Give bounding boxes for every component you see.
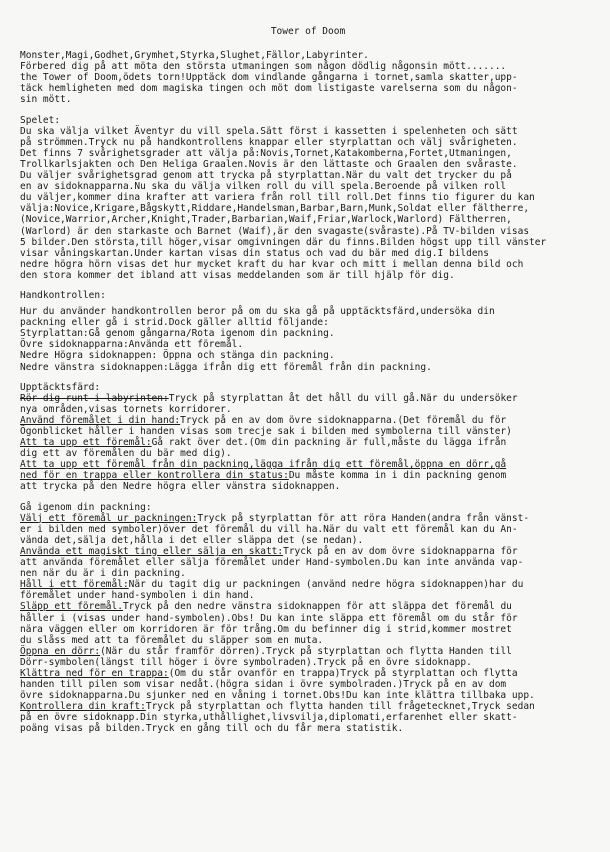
spelet-line: Det finns 7 svårighetsgrader att välja på:Novis,Tornet,Katakomberna,Fortet,Utmaningen, (20, 147, 512, 159)
spelet-line: Trollkarlsjakten och Den Heliga Graalen.Novis är den lättaste och Graalen den svåraste. (20, 158, 518, 170)
hand-heading: Handkontrollen: (20, 289, 106, 301)
spelet-line: Du väljer svårighetsgrad genom att trycka på styrplattan.När du valt det trycker du på (20, 170, 512, 182)
spelet-line: Du ska välja vilket Äventyr du vill spela.Sätt först i kassetten i spelenheten och sätt (20, 125, 518, 137)
packning-heading: Gå igenom din packning: (20, 501, 152, 513)
packning-item-text: Tryck på styrplattan och flytta handen till frågetecknet,Tryck sedan (145, 701, 535, 713)
hand-line: Hur du använder handkontrollen beror på om du ska gå på upptäcktsfärd,undersöka din (20, 306, 495, 318)
upptack-item-text: Tryck på en av dom övre sidoknapparna.(Det föremål du för (180, 414, 507, 426)
packning-item-line: handen till pilen som visar nedåt.(högra sidan i övre symbolraden.)Tryck på en av dom (20, 679, 507, 691)
packning-section (20, 502, 596, 735)
packning-item (20, 579, 596, 590)
upptack-item-line: att trycka på den Nedre högra eller vänstra sidoknappen. (20, 481, 341, 493)
packning-item-line: nära väggen eller om korridoren är för trång.Om du befinner dig i strid,kommer mostret (20, 623, 512, 635)
packning-item (20, 546, 596, 557)
packning-item-line: er i bilden med symboler)över det föremål du vill ha.När du valt ett föremål kan du An- (20, 523, 518, 535)
packning-item-heading: Välj ett föremål ur packningen: (20, 512, 198, 524)
packning-item-text: (Om du står ovanför en trappa)Tryck på styrplattan och flytta (168, 667, 518, 679)
intro-line: sin mött. (20, 94, 72, 106)
spelet-line: en av sidoknapparna.Nu ska du välja vilken roll du vill spela.Beroende på vilken roll (20, 181, 507, 193)
packning-item-line: vända det,sälja det,hålla i det eller släppa det (se nedan). (20, 534, 364, 546)
upptack-item (20, 470, 596, 481)
packning-item (20, 668, 596, 679)
upptack-item (20, 393, 596, 404)
intro-line: the Tower of Doom,ödets torn!Upptäck dom vindlande gångarna i tornet,samla skatter,upp- (20, 72, 518, 84)
hand-line: Övre sidoknapparna:Använda ett föremål. (20, 339, 244, 351)
hand-line: packning eller gå i strid.Dock gäller alltid följande: (20, 317, 329, 329)
packning-item-text: (När du står framför dörren).Tryck på styrplattan och flytta Handen till (100, 645, 512, 657)
packning-item-line: du slåss med att ta föremålet du släpper som en muta. (20, 634, 324, 646)
spelet-line: nedre högra hörn visas det hur mycket kraft du har kvar och mitt i mellan denna bild och (20, 258, 524, 270)
upptack-item-text: Du måste komma in i din packning genom (288, 470, 507, 482)
spelet-heading: Spelet: (20, 114, 61, 126)
intro-line: Förbered dig på att möta den största utmaningen som någon dödlig någonsin mött....... (20, 61, 507, 73)
packning-item-text: När du tagit dig ur packningen (använd nedre högra sidoknappen)har du (128, 579, 524, 591)
upptack-item (20, 459, 596, 470)
packning-item-heading: Släpp ett föremål. (20, 601, 123, 613)
upptack-item-line: dig ett av föremålen du bär med dig). (20, 448, 232, 460)
spelet-line: visar våningskartan.Under kartan visas din status och vad du bär med dig.I bildens (20, 247, 489, 259)
upptack-item (20, 437, 596, 448)
upptack-item (20, 415, 596, 426)
packning-item (20, 646, 596, 657)
upptack-item-heading: Att ta upp ett föremål: (20, 437, 152, 449)
packning-item (20, 601, 596, 612)
spelet-line: 5 bilder.Den största,till höger,visar omgivningen där du finns.Bilden högst upp till vänster (20, 236, 547, 248)
upptack-item-heading: Att ta upp ett föremål från din packning,lägga ifrån dig ett föremål,öppna en dörr,gå (20, 459, 507, 471)
spelet-line: (Novice,Warrior,Archer,Knight,Trader,Barbarian,Waif,Friar,Warlock,Warlord) Fältherren, (20, 214, 512, 226)
packning-item-text: Tryck på styrplattan för att röra Handen(andra från vänst- (197, 512, 530, 524)
spelet-line: på strömmen.Tryck nu på handkontrollens knappar eller styrplattan och välj svårigheten. (20, 136, 518, 148)
packning-item-text: Tryck på den nedre vänstra sidoknappen för att släppa det föremål du (122, 601, 512, 613)
packning-item-line: nen när du är i din packning. (20, 568, 186, 580)
upptack-heading: Upptäcktsfärd: (20, 381, 101, 393)
packning-item-heading: Klättra ned för en trappa: (20, 667, 169, 679)
hand-line: Nedre Högra sidoknappen: Öppna och stänga din packning. (20, 350, 335, 362)
intro-line: Monster,Magi,Godhet,Grymhet,Styrka,Slughet,Fällor,Labyrinter. (20, 50, 369, 62)
upptack-item-heading: Använd föremålet i din hand: (20, 414, 181, 426)
packning-item-heading: Kontrollera din kraft: (20, 701, 146, 713)
page-title: Tower of Doom (270, 26, 346, 37)
hand-line: Nedre vänstra sidoknappen:Lägga ifrån dig ett föremål från din packning. (20, 361, 432, 373)
intro-block (20, 50, 596, 105)
packning-item-line: att använda föremålet eller sälja föremålet under Hand-symbolen.Du kan inte använda vap- (20, 557, 524, 569)
packning-item-heading: Öppna en dörr: (20, 645, 101, 657)
upptacktsfard-section (20, 382, 596, 493)
hand-line: Styrplattan:Gå genom gångarna/Rota igenom din packning. (20, 328, 335, 340)
spelet-line: du väljer,kommer dina krafter att variera från roll till roll.Det finns tio figurer du kan (20, 192, 535, 204)
packning-item-line: håller i (visas under hand-symbolen).Obs! Du kan inte släppa ett föremål om du står för (20, 612, 518, 624)
spelet-section (20, 115, 596, 281)
handkontrollen-section (20, 290, 596, 373)
packning-item-heading: Använda ett magiskt ting eller sälja en skatt: (20, 545, 284, 557)
upptack-item-heading: ned för en trappa eller kontrollera din status: (20, 470, 289, 482)
packning-item-heading: Håll i ett föremål: (20, 579, 129, 591)
upptack-item-line: Ögonblicket håller i handen visas som trecje sak i bilden med symbolerna till vänster) (20, 426, 512, 437)
upptack-item-text: Gå rakt över det.(Om din packning är full,måste du lägga ifrån (151, 437, 507, 449)
packning-item-line: på en övre sidoknapp.Din styrka,uthållighet,livsvilja,diplomati,erfarenhet eller skatt- (20, 712, 518, 724)
packning-item (20, 701, 596, 712)
packning-item-line: poäng visas på bilden.Tryck en gång till och du får mera statistik. (20, 723, 404, 735)
upptack-item-text: Tryck på styrplattan åt det håll du vill gå.När du undersöker (168, 392, 518, 404)
upptack-item-heading: Rör dig runt i labyrinten: (20, 392, 169, 404)
packning-item-line: övre sidoknapparna.Du sjunker ned en våning i tornet.Obs!Du kan inte klättra tillbaka upp. (20, 690, 535, 702)
spelet-line: den stora kommer det ibland att visas meddelanden som är till hjälp för dig. (20, 269, 455, 281)
spelet-line: (Warlord) är den starkaste och Barnet (Waif),är den svagaste(svåraste).På TV-bilden visas (20, 225, 530, 237)
packning-item (20, 513, 596, 524)
packning-item-line: föremålet under hand-symbolen i din hand. (20, 590, 255, 602)
spelet-line: välja:Novice,Krigare,Bågskytt,Riddare,Handelsman,Barbar,Barn,Munk,Soldat eller fältherre, (20, 203, 530, 215)
upptack-item-line: nya områden,visas tornets korridorer. (20, 403, 232, 415)
packning-item-text: Tryck på en av dom övre sidoknapparna för (283, 545, 518, 557)
packning-item-line: Dörr-symbolen(längst till höger i övre symbolraden).Tryck på en övre sidoknapp. (20, 656, 472, 668)
intro-line: täck hemligheten med dom magiska tingen och möt dom listigaste varelserna som du någon- (20, 83, 518, 95)
